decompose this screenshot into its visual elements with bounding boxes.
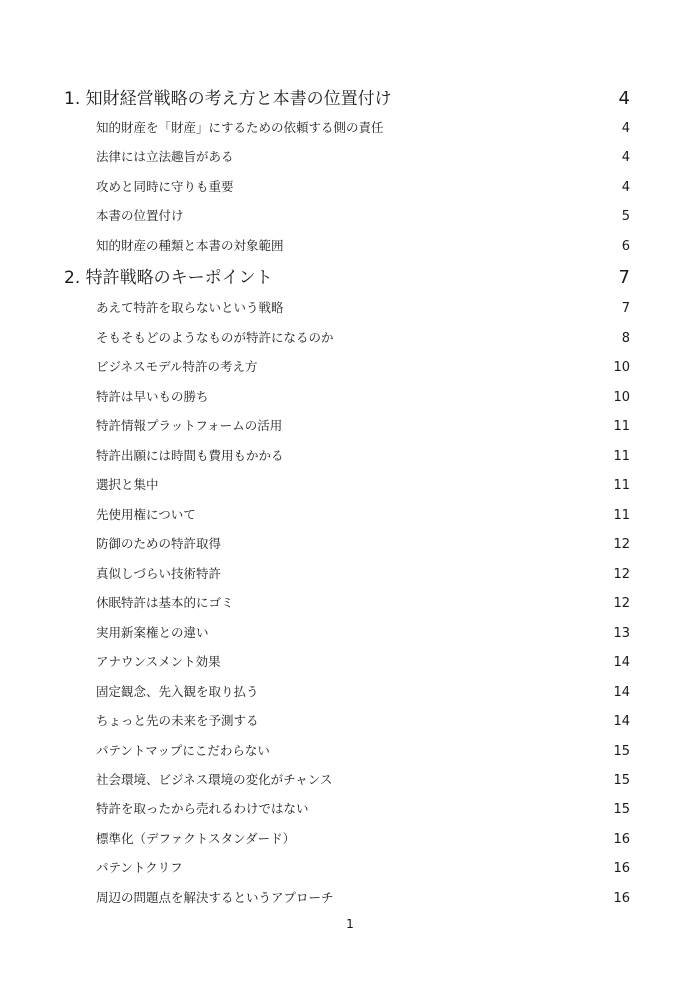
toc-title: そもそもどのようなものが特許になるのか (96, 330, 334, 345)
toc-page: 16 (613, 832, 630, 847)
toc-section[interactable] (96, 799, 630, 817)
toc-title: 特許は早いもの勝ち (96, 389, 209, 404)
toc-title: 先使用権について (96, 507, 196, 522)
toc-title: あえて特許を取らないという戦略 (96, 300, 284, 315)
toc-title: 標準化（デファクトスタンダード） (96, 831, 296, 846)
toc-section[interactable] (96, 534, 630, 552)
toc-chapter[interactable] (64, 84, 630, 109)
toc-page: 6 (621, 239, 630, 254)
toc-section[interactable] (96, 446, 630, 464)
toc-page: 5 (621, 209, 630, 224)
toc-section[interactable] (96, 416, 630, 434)
toc-title: 法律には立法趣旨がある (96, 149, 234, 164)
toc-page: 15 (613, 744, 630, 759)
toc-section[interactable] (96, 858, 630, 876)
toc-page: 7 (621, 301, 630, 316)
toc-title: 固定観念、先入観を取り払う (96, 684, 259, 699)
toc-page: 10 (613, 360, 630, 375)
toc-section[interactable] (96, 206, 630, 224)
toc-section[interactable] (96, 505, 630, 523)
toc-title: 特許を取ったから売れるわけではない (96, 801, 309, 816)
toc-section[interactable] (96, 328, 630, 346)
toc-title: 休眠特許は基本的にゴミ (96, 595, 234, 610)
toc-page: 10 (613, 390, 630, 405)
toc-section[interactable] (96, 475, 630, 493)
toc-section[interactable] (96, 118, 630, 136)
toc-page: 16 (613, 891, 630, 906)
toc-title: 知的財産の種類と本書の対象範囲 (96, 238, 284, 253)
toc-section[interactable] (96, 147, 630, 165)
toc-page: 12 (613, 567, 630, 582)
toc-title: パテントマップにこだわらない (96, 743, 270, 758)
toc-title: ちょっと先の未来を予測する (96, 713, 259, 728)
toc-section[interactable] (96, 888, 630, 906)
toc-page: 4 (621, 150, 630, 165)
toc-section[interactable] (96, 711, 630, 729)
toc-page: 4 (621, 121, 630, 136)
toc-page: 7 (618, 267, 630, 288)
toc-page: 15 (613, 773, 630, 788)
toc-section[interactable] (96, 593, 630, 611)
toc-page: 11 (613, 508, 630, 523)
toc-section[interactable] (96, 652, 630, 670)
toc-page: 14 (613, 714, 630, 729)
toc-page: 12 (613, 596, 630, 611)
toc-section[interactable] (96, 177, 630, 195)
toc-title: 真似しづらい技術特許 (96, 566, 222, 581)
toc-title: 2. 特許戦略のキーポイント (64, 268, 273, 288)
toc-section[interactable] (96, 236, 630, 254)
page-number: 1 (346, 916, 354, 931)
toc-title: 防御のための特許取得 (96, 536, 222, 551)
toc-section[interactable] (96, 357, 630, 375)
toc-title: 実用新案権との違い (96, 625, 209, 640)
toc-page: 14 (613, 655, 630, 670)
toc-title: 社会環境、ビジネス環境の変化がチャンス (96, 772, 333, 787)
toc-title: 本書の位置付け (96, 208, 184, 223)
toc-title: 選択と集中 (96, 477, 159, 492)
toc-title: アナウンスメント効果 (96, 654, 221, 669)
toc-title: 周辺の問題点を解決するというアプローチ (96, 890, 334, 905)
toc-section[interactable] (96, 741, 630, 759)
toc-page: 8 (621, 331, 630, 346)
toc-page: 13 (613, 626, 630, 641)
toc-section[interactable] (96, 387, 630, 405)
toc-section[interactable] (96, 770, 630, 788)
toc-title: ビジネスモデル特許の考え方 (96, 359, 258, 374)
toc-page: 14 (613, 685, 630, 700)
toc-page: 11 (613, 419, 630, 434)
toc-page: 12 (613, 537, 630, 552)
toc-chapter[interactable] (64, 263, 630, 288)
toc-section[interactable] (96, 564, 630, 582)
toc-page: 11 (613, 449, 630, 464)
toc-title: パテントクリフ (96, 860, 183, 875)
toc-page: 11 (613, 478, 630, 493)
toc-page: 16 (613, 861, 630, 876)
toc-title: 特許出願には時間も費用もかかる (96, 448, 284, 463)
toc-page: 4 (618, 88, 630, 109)
toc-title: 1. 知財経営戦略の考え方と本書の位置付け (64, 89, 392, 109)
toc-page: 4 (621, 180, 630, 195)
toc-title: 知的財産を「財産」にするための依頼する側の責任 (96, 120, 384, 135)
toc-section[interactable] (96, 682, 630, 700)
toc-section[interactable] (96, 298, 630, 316)
toc-section[interactable] (96, 623, 630, 641)
toc-title: 特許情報プラットフォームの活用 (96, 418, 283, 433)
toc-page: 15 (613, 802, 630, 817)
toc-title: 攻めと同時に守りも重要 (96, 179, 234, 194)
toc-section[interactable] (96, 829, 630, 847)
